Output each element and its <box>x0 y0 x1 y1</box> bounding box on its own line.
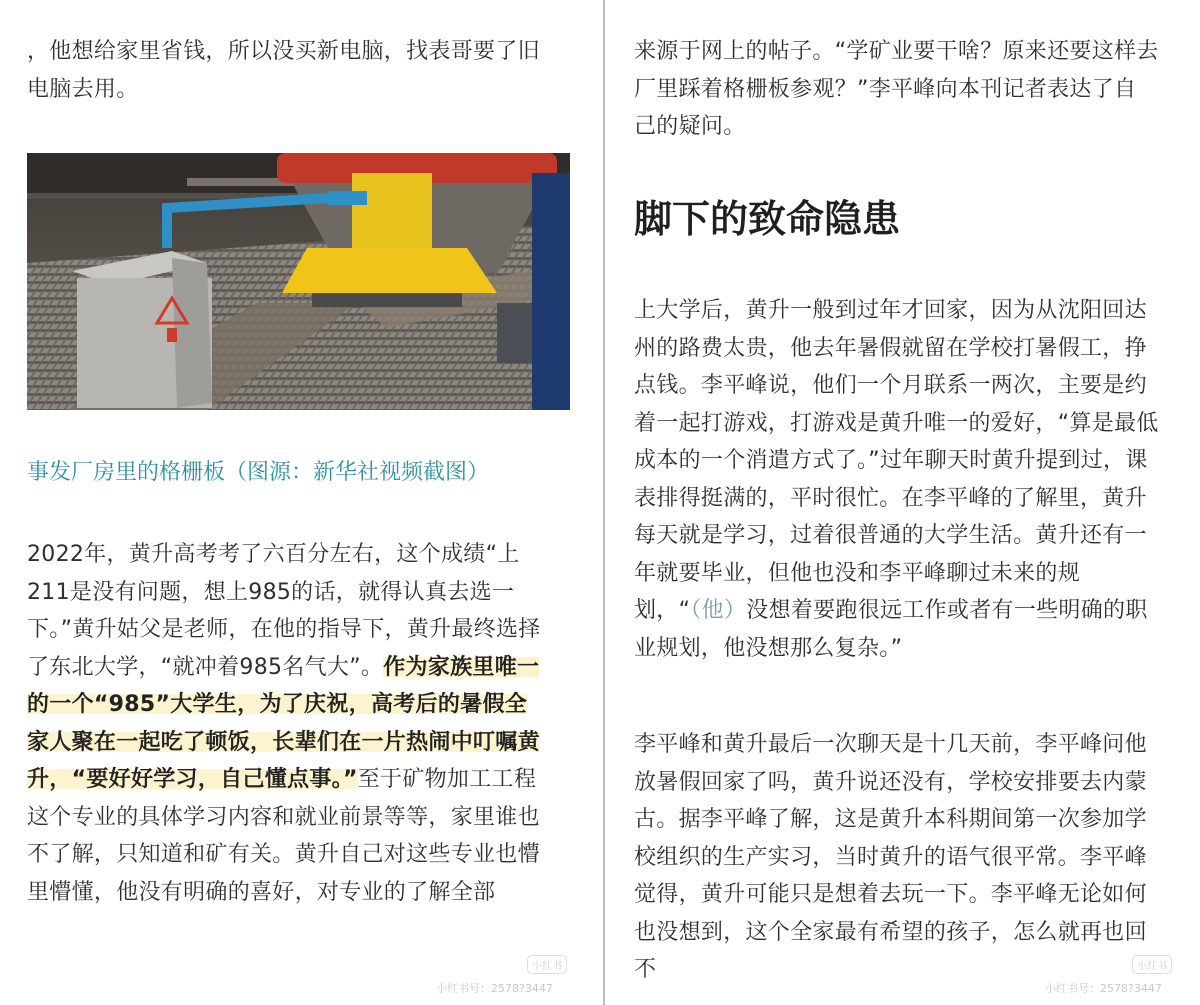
text-line: 2022年，黄升高考考了六百分左右，这个成绩“上 <box>27 542 520 567</box>
highlighted-text: 升，“要好好学习，自己懂点事。” <box>27 767 358 792</box>
text-line: 来源于网上的帖子。“学矿业要干啥？原来还要这样去 <box>634 39 1159 64</box>
highlighted-text: 家人聚在一起吃了顿饭，长辈们在一片热闹中叮嘱黄 <box>27 729 540 755</box>
text-line: 这个专业的具体学习内容和就业前景等等，家里谁也 <box>27 804 540 830</box>
text-line <box>27 724 541 762</box>
text-line: 里懵懂，他没有明确的喜好，对专业的了解全部 <box>27 879 496 905</box>
highlighted-text: 的一个“985”大学生，为了庆祝，高考后的暑假全 <box>27 692 528 717</box>
watermark-id: 小红书号：2578?3447 <box>1045 982 1162 995</box>
body-paragraph-2 <box>27 536 541 911</box>
image-caption: 事发厂房里的格栅板（图源：新华社视频截图） <box>27 460 490 485</box>
plain-text: 至于矿物加工工程 <box>357 767 537 792</box>
text-line: 李平峰和黄升最后一次聊天是十几天前，李平峰问他 <box>634 732 1147 757</box>
factory-scene-image <box>27 153 570 410</box>
plain-text: 没想着要跑很远工作或者有一些明确的职 <box>746 598 1148 623</box>
intro-paragraph <box>27 33 540 108</box>
section-heading: 脚下的致命隐患 <box>634 196 901 241</box>
text-line <box>27 649 541 687</box>
text-line: 业规划，他没想那么复杂。” <box>634 635 903 661</box>
text-line: 211是没有问题，想上985的话，就得认真去选一 <box>27 579 515 605</box>
text-line <box>634 592 1159 630</box>
text-line: 厂里踩着格栅板参观？”李平峰向本刊记者表达了自 <box>634 76 1137 102</box>
body-paragraph-2 <box>634 292 1159 667</box>
plain-text: 了东北大学，“就冲着985名气大”。 <box>27 654 384 680</box>
text-line: 州的路费太贵，他去年暑假就留在学校打暑假工，挣 <box>634 335 1147 361</box>
body-paragraph-1 <box>634 33 1159 146</box>
text-line: 着一起打游戏，打游戏是黄升唯一的爱好，“算是最低 <box>634 410 1159 436</box>
text-line: 觉得，黄升可能只是想着去玩一下。李平峰无论如何 <box>634 882 1147 907</box>
text-line <box>27 761 541 799</box>
text-line: 不 <box>634 957 657 982</box>
muted-text: （他） <box>690 598 747 623</box>
text-line: ，他想给家里省钱，所以没买新电脑，找表哥要了旧 <box>27 39 540 64</box>
text-line: 上大学后，黄升一般到过年才回家，因为从沈阳回达 <box>634 298 1147 323</box>
right-page <box>605 0 1200 1005</box>
text-line: 年就要毕业，但他也没和李平峰聊过未来的规 <box>634 560 1081 586</box>
plain-text: 划，“ <box>634 598 691 623</box>
text-line: 点钱。李平峰说，他们一个月联系一两次，主要是约 <box>634 373 1147 398</box>
watermark-logo: 小红书 <box>527 955 567 974</box>
text-line: 成本的一个消遣方式了。”过年聊天时黄升提到过，课 <box>634 448 1148 473</box>
watermark-logo: 小红书 <box>1132 955 1172 974</box>
highlighted-text: 作为家族里唯一 <box>383 654 540 680</box>
watermark-id: 小红书号：2578?3447 <box>436 982 553 995</box>
body-paragraph-3 <box>634 726 1147 989</box>
text-line: 放暑假回家了吗，黄升说还没有，学校安排要去内蒙 <box>634 769 1147 795</box>
text-line: 不了解，只知道和矿有关。黄升自己对这些专业也懵 <box>27 842 540 867</box>
text-line: 己的疑问。 <box>634 114 746 139</box>
text-line: 表排得挺满的，平时很忙。在李平峰的了解里，黄升 <box>634 485 1147 511</box>
text-line: 下。”黄升姑父是老师，在他的指导下，黄升最终选择 <box>27 617 541 642</box>
text-line: 也没想到，这个全家最有希望的孩子，怎么就再也回 <box>634 919 1147 945</box>
text-line: 古。据李平峰了解，这是黄升本科期间第一次参加学 <box>634 807 1147 832</box>
text-line: 校组织的生产实习，当时黄升的语气很平常。李平峰 <box>634 844 1147 870</box>
text-line: 每天就是学习，过着很普通的大学生活。黄升还有一 <box>634 523 1147 548</box>
factory-grating-photo <box>27 153 570 410</box>
text-line <box>27 686 541 724</box>
text-line: 电脑去用。 <box>27 76 139 102</box>
